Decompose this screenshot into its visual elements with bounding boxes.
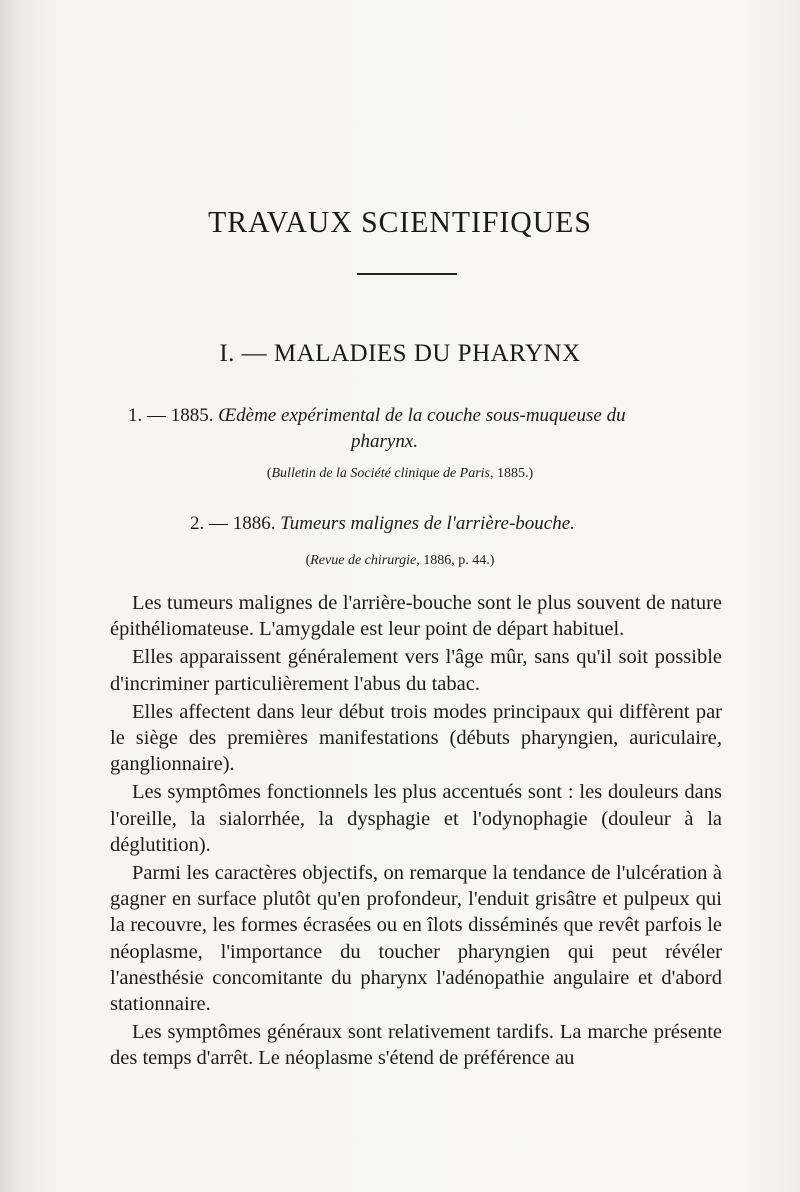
paragraph-6: Les symptômes généraux sont relativement tardifs. La marche présente des temps d'arrêt. Le néoplasme s'étend de préférence au [110, 1021, 722, 1070]
entry-1-ref-open: ( [266, 466, 272, 481]
paragraph-3: Elles affectent dans leur début trois modes principaux qui diffèrent par le siège des premières manifestations (débuts pharyngien, auriculaire, ganglionnaire). [110, 700, 722, 776]
entry-2-reference [0, 553, 800, 569]
paragraph-4: Les symptômes fonctionnels les plus accentués sont : les douleurs dans l'oreille, la sialorrhée, la dysphagie et l'odynophagie (douleur à la déglutition). [110, 781, 722, 856]
entry-2-ref-journal: Revue de chirurgie [310, 553, 417, 568]
entry-2-ref-open: ( [305, 553, 311, 568]
entry-2-title-line1: Tumeurs malignes de l'arrière-bouche. [280, 513, 575, 534]
body-text [110, 590, 722, 1072]
entry-1-reference [0, 466, 800, 482]
page-title: TRAVAUX SCIENTIFIQUES [208, 204, 592, 239]
entry-1-ref-journal: Bulletin de la Société clinique de Paris [271, 466, 490, 481]
paragraph-2: Elles apparaissent généralement vers l'âge mûr, sans qu'il soit possible d'incriminer particulièrement l'abus du tabac. [110, 646, 722, 695]
entry-1-ref-rest: , 1885.) [490, 466, 534, 481]
entry-1-heading [128, 405, 626, 427]
paragraph-5: Parmi les caractères objectifs, on remarque la tendance de l'ulcération à gagner en surface plutôt qu'en profondeur, l'enduit grisâtre et pulpeux qui la recouvre, les formes écrasées ou en îlots disséminés que revêt parfois le néoplasme, l'importance du toucher pharyngien qui peut révéler l'anesthésie concomitante du pharynx l'adénopathie angulaire et d'abord stationnaire. [110, 862, 722, 1016]
title-divider [357, 273, 457, 275]
entry-1-number-year: 1. — 1885. [128, 405, 214, 426]
entry-2-heading [190, 513, 575, 535]
section-heading: I. — MALADIES DU PHARYNX [219, 340, 581, 367]
entry-1-title-continuation [351, 431, 418, 453]
entry-2-number-year: 2. — 1886. [190, 513, 276, 534]
entry-1-title-line2: pharynx. [351, 431, 419, 452]
entry-2-ref-rest: , 1886, p. 44.) [416, 553, 495, 568]
entry-1-title-line1: Œdème expérimental de la couche sous-muqueuse du [218, 405, 626, 426]
paragraph-1: Les tumeurs malignes de l'arrière-bouche sont le plus souvent de nature épithéliomateuse. L'amygdale est leur point de départ habituel. [110, 592, 722, 641]
